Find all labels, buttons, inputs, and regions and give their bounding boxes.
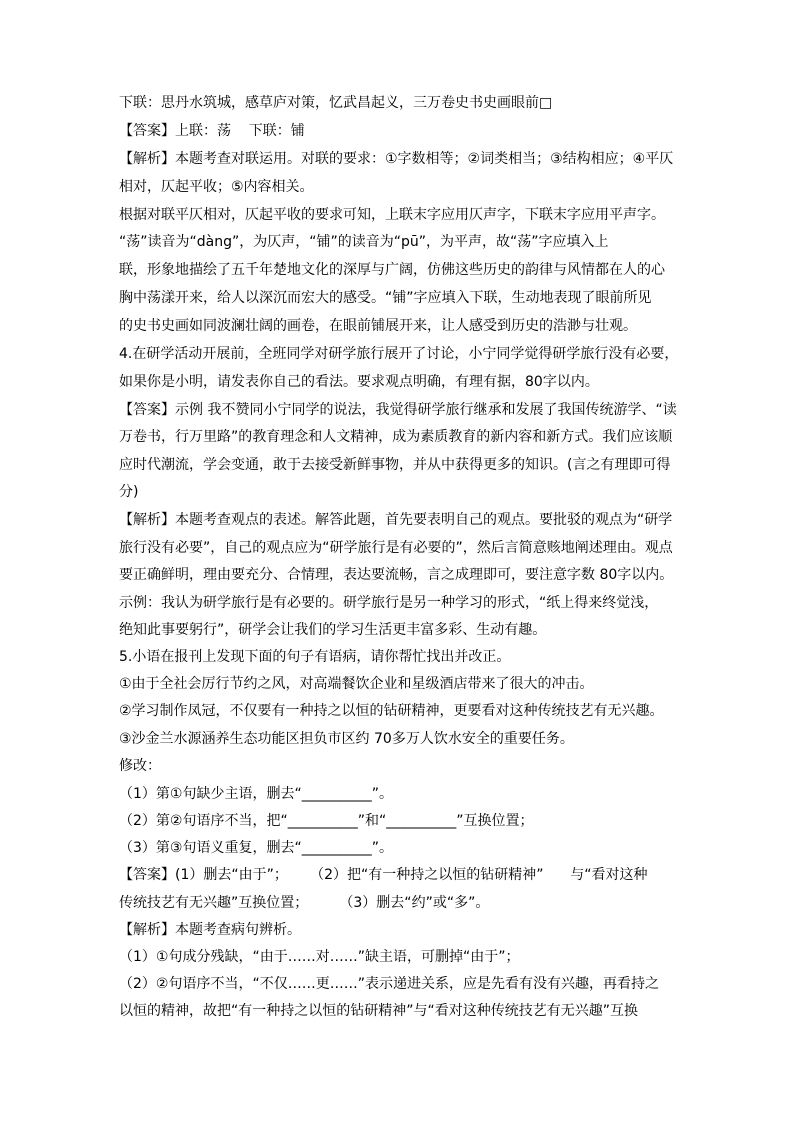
analysis-line: 【解析】本题考查病句辨析。 <box>119 922 301 938</box>
text-line: （1）①句成分残缺，“由于……对……”缺主语，可删掉“由于”； <box>119 949 520 965</box>
answer-line: 【答案】示例 我不赞同小宁同学的说法，我觉得研学旅行继承和发展了我国传统游学、“读 <box>119 402 677 418</box>
text-line: 相对，仄起平收；⑤内容相关。 <box>119 179 314 195</box>
text-line: ②学习制作凤冠，不仅要有一种持之以恒的钻研精神，更要看对这种传统技艺有无兴趣。 <box>119 703 664 719</box>
text-line: 联，形象地描绘了五千年楚地文化的深厚与广阔，仿佛这些历史的韵律与风情都在人的心 <box>119 262 665 278</box>
question-5: 5.小语在报刊上发现下面的句子有语病，请你帮忙找出并改正。 <box>119 649 511 665</box>
text-line: 万卷书，行万里路”的教育理念和人文精神，成为素质教育的新内容和新方式。我们应该顺 <box>119 429 673 445</box>
text-line: ③沙金兰水源涵养生态功能区担负市区约 70多万人饮水安全的重要任务。 <box>119 731 574 747</box>
answer-line: 【答案】(1）删去“由于”； （2）把“有一种持之以恒的钻研精神” 与“看对这种 <box>119 867 648 883</box>
text-line: 要正确鲜明，理由要充分、合情理，表达要流畅，言之成理即可，要注意字数 80字以内。 <box>119 567 674 583</box>
text-line: 修改： <box>119 758 161 774</box>
analysis-line: 【解析】本题考查对联运用。对联的要求：①字数相等；②词类相当；③结构相应；④平仄 <box>119 151 674 167</box>
text-line: （1）第①句缺少主语，删去“__________”。 <box>119 786 393 802</box>
text-line: （2）第②句语序不当，把“__________”和“__________”互换位置； <box>119 813 534 829</box>
text-line: 如果你是小明，请发表你自己的看法。要求观点明确，有理有据，80字以内。 <box>119 374 599 390</box>
text-line: 下联：思丹水筑城，感草庐对策，忆武昌起义，三万卷史书史画眼前□ <box>119 95 553 111</box>
text-line: 示例：我认为研学旅行是有必要的。研学旅行是另一种学习的形式，“纸上得来终觉浅， <box>119 595 659 611</box>
text-line: 的史书史画如同波澜壮阔的画卷，在眼前铺展开来，让人感受到历史的浩渺与壮观。 <box>119 318 637 334</box>
question-4: 4.在研学活动开展前，全班同学对研学旅行展开了讨论，小宁同学觉得研学旅行没有必要， <box>119 346 679 362</box>
text-line: 胸中荡漾开来，给人以深沉而宏大的感受。“铺”字应填入下联，生动地表现了眼前所见 <box>119 290 652 306</box>
text-line: 旅行没有必要”，自己的观点应为“研学旅行是有必要的”，然后言简意赅地阐述理由。观点 <box>119 540 673 556</box>
text-line: 绝知此事要躬行”，研学会让我们的学习生活更丰富多彩、生动有趣。 <box>119 622 547 638</box>
text-line: （2）②句语序不当，“不仅……更……”表示递进关系，应是先看有没有兴趣，再看持之 <box>119 976 659 992</box>
text-line: ①由于全社会厉行节约之风，对高端餐饮企业和星级酒店带来了很大的冲击。 <box>119 676 594 692</box>
text-line: 根据对联平仄相对，仄起平收的要求可知，上联末字应用仄声字，下联末字应用平声字。 <box>119 207 665 223</box>
text-line: 应时代潮流，学会变通，敢于去接受新鲜事物，并从中获得更多的知识。(言之有理即可得 <box>119 457 671 473</box>
answer-line: 【答案】上联：荡 下联：铺 <box>119 123 305 139</box>
analysis-line: 【解析】本题考查观点的表述。解答此题，首先要表明自己的观点。要批驳的观点为“研学 <box>119 512 673 528</box>
text-line: 以恒的精神，故把“有一种持之以恒的钻研精神”与“看对这种传统技艺有无兴趣”互换 <box>119 1003 639 1019</box>
text-line: “荡”读音为“dàng”，为仄声，“铺”的读音为“pū”，为平声，故“荡”字应填入上 <box>119 234 609 250</box>
text-line: 分) <box>119 484 139 500</box>
text-line: （3）第③句语义重复，删去“__________”。 <box>119 840 393 856</box>
text-line: 传统技艺有无兴趣”互换位置； （3）删去“约”或“多”。 <box>119 895 490 911</box>
